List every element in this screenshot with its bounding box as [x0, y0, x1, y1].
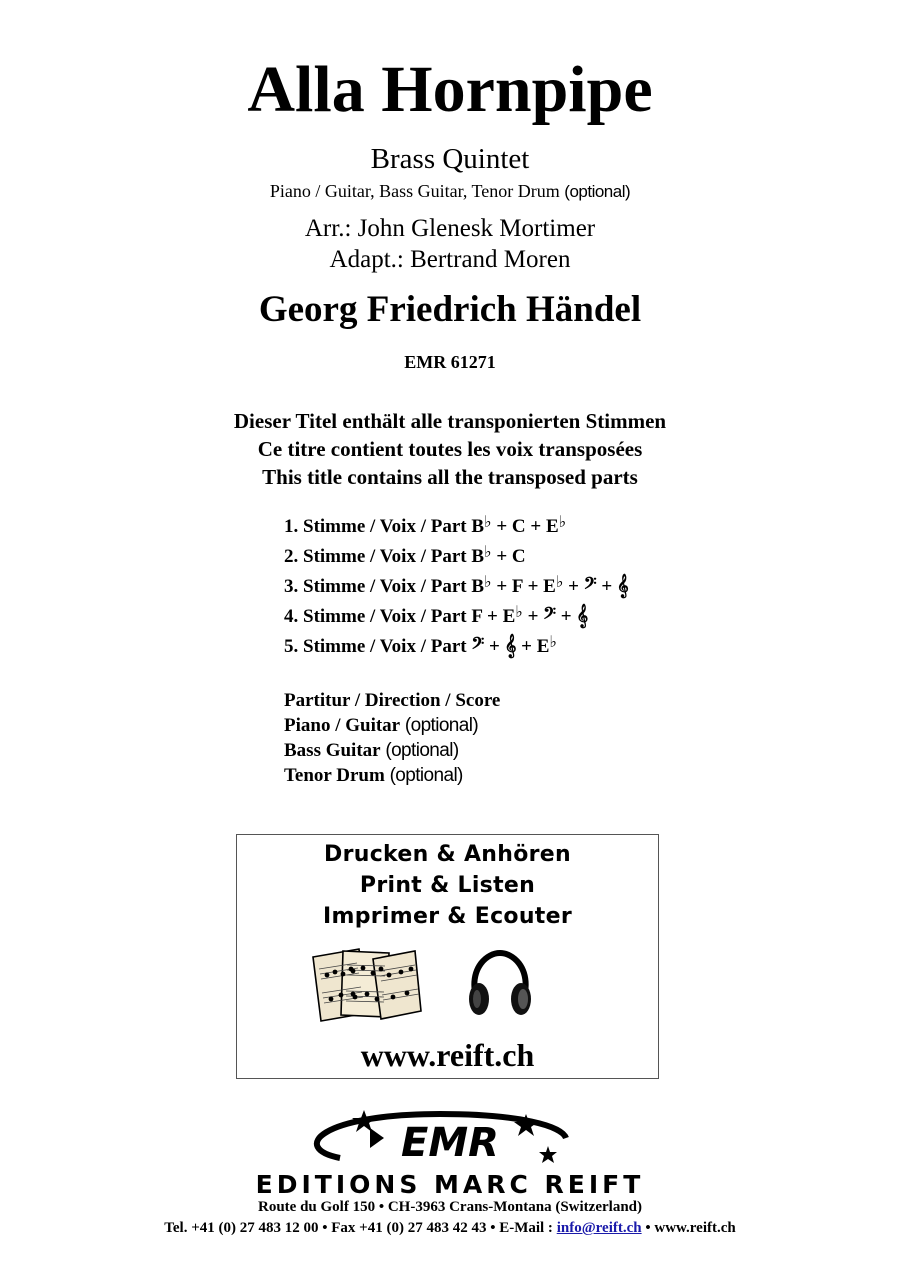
bass-clef-icon: 𝄢 — [543, 603, 557, 627]
extra-label: Piano / Guitar — [284, 715, 401, 736]
optional-note: (optional) — [385, 740, 459, 761]
extra-label: Bass Guitar — [284, 740, 381, 761]
optional-note: (optional) — [404, 715, 479, 736]
emr-logo — [300, 1108, 600, 1170]
contact-prefix: Tel. +41 (0) 27 483 12 00 • Fax +41 (0) 27 483 42 43 • E-Mail : — [164, 1220, 553, 1236]
extra-item — [284, 688, 500, 713]
part-prefix: Stimme / Voix / Part — [303, 606, 467, 627]
bass-clef-icon: 𝄢 — [471, 633, 485, 657]
part-line — [284, 567, 629, 597]
composer: Georg Friedrich Händel — [258, 289, 642, 330]
publisher-name: EDITIONS MARC REIFT — [255, 1170, 645, 1199]
part-number: 3. — [284, 576, 299, 597]
publisher-address: Route du Golf 150 • CH-3963 Crans-Montana (Switzerland) — [258, 1199, 642, 1215]
parts-list — [284, 507, 629, 657]
part-prefix: Stimme / Voix / Part — [303, 546, 467, 567]
logo-text: EMR — [401, 1120, 499, 1166]
promo-line-fr: Imprimer & Ecouter — [323, 904, 572, 929]
bass-clef-icon: 𝄢 — [583, 573, 597, 597]
instrument-list-text: Piano / Guitar, Bass Guitar, Tenor Drum — [269, 181, 560, 201]
transposed-notice-en: This title contains all the transposed parts — [262, 465, 638, 489]
flat-icon: ♭ — [558, 512, 567, 531]
extra-item — [284, 738, 500, 763]
extras-list — [284, 688, 500, 788]
part-line — [284, 597, 629, 627]
instrument-list — [0, 180, 900, 203]
extra-item — [284, 763, 500, 788]
part-keys: 𝄢 + 𝄞 + E♭ — [471, 632, 557, 657]
part-number: 2. — [284, 546, 299, 567]
flat-icon: ♭ — [484, 542, 492, 561]
transposed-notice-fr: Ce titre contient toutes les voix transposées — [257, 437, 643, 461]
flat-icon: ♭ — [484, 572, 492, 591]
promo-line-de: Drucken & Anhören — [324, 842, 571, 867]
print-listen-box — [236, 834, 659, 1079]
part-keys: B♭ + C — [471, 542, 526, 567]
optional-note: (optional) — [389, 765, 463, 786]
promo-line-en: Print & Listen — [359, 873, 536, 898]
publisher-contact — [0, 1219, 900, 1237]
part-prefix: Stimme / Voix / Part — [303, 636, 467, 657]
treble-clef-icon: 𝄞 — [616, 573, 629, 597]
optional-note: (optional) — [564, 182, 631, 201]
promo-url[interactable]: www.reift.ch — [360, 1037, 535, 1073]
headphones-icon — [465, 949, 535, 1021]
flat-icon: ♭ — [549, 632, 557, 651]
treble-clef-icon: 𝄞 — [504, 633, 517, 657]
sheet-music-icon — [311, 947, 423, 1023]
catalog-code: EMR 61271 — [404, 352, 496, 372]
part-keys: F + E♭ + 𝄢 + 𝄞 — [471, 602, 589, 627]
title: Alla Hornpipe — [247, 53, 653, 126]
flat-icon: ♭ — [555, 572, 564, 591]
part-prefix: Stimme / Voix / Part — [303, 576, 467, 597]
ensemble: Brass Quintet — [370, 143, 530, 175]
part-number: 4. — [284, 606, 299, 627]
part-line — [284, 627, 629, 657]
part-number: 5. — [284, 636, 299, 657]
flat-icon: ♭ — [515, 602, 523, 621]
part-prefix: Stimme / Voix / Part — [303, 516, 467, 537]
part-keys: B♭ + F + E♭ + 𝄢 + 𝄞 — [471, 572, 629, 597]
extra-item — [284, 713, 500, 738]
part-number: 1. — [284, 516, 299, 537]
part-keys: B♭ + C + E♭ — [471, 512, 567, 537]
flat-icon: ♭ — [484, 512, 492, 531]
extra-label: Tenor Drum — [284, 765, 385, 786]
transposed-notice-de: Dieser Titel enthält alle transponierten Stimmen — [233, 409, 667, 433]
contact-suffix: • www.reift.ch — [645, 1220, 736, 1236]
arranger: Arr.: John Glenesk Mortimer — [304, 215, 596, 242]
adapter: Adapt.: Bertrand Moren — [329, 246, 571, 273]
email-link[interactable]: info@reift.ch — [556, 1220, 642, 1236]
part-line — [284, 507, 629, 537]
treble-clef-icon: 𝄞 — [576, 603, 589, 627]
extra-label: Partitur / Direction / Score — [284, 690, 501, 711]
part-line — [284, 537, 629, 567]
